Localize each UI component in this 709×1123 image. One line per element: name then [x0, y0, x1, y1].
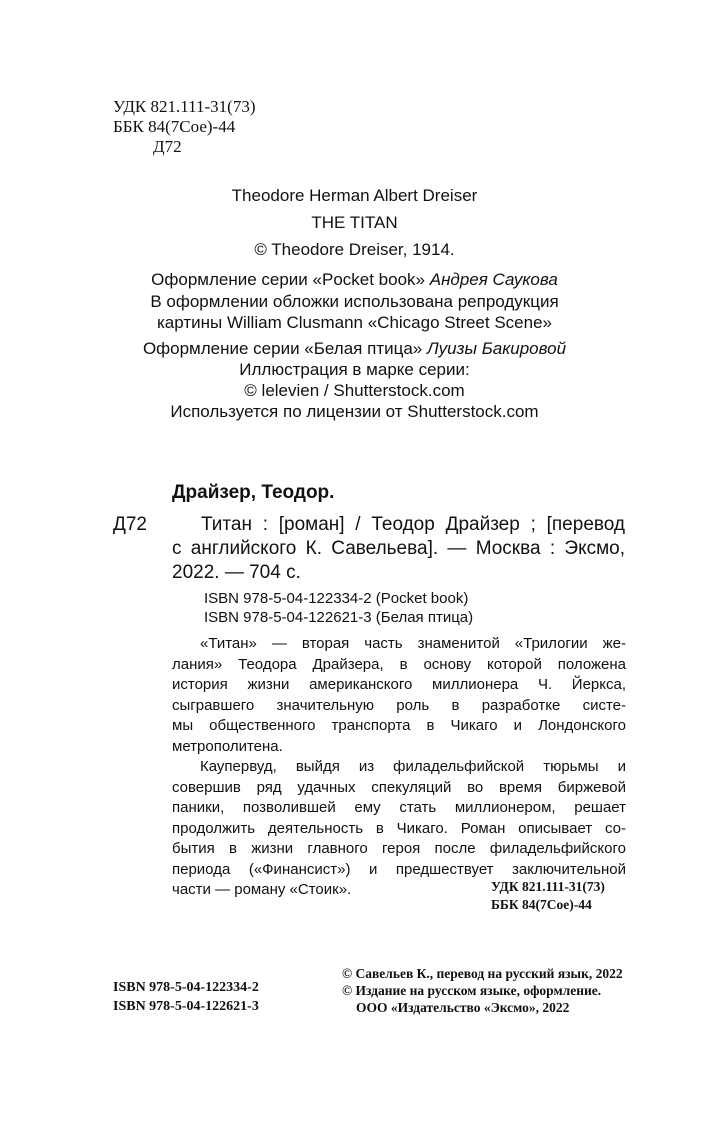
- annotation-p1-line: мы общественного транспорта в Чикаго и Лондонского: [172, 717, 626, 734]
- license-line: Используется по лицензии от Shutterstock.com: [170, 402, 539, 421]
- series-designer-name: Андрея Саукова: [429, 270, 558, 289]
- isbn-block-2: ISBN 978-5-04-122621-3: [113, 999, 259, 1014]
- annotation: [172, 634, 626, 901]
- original-author: Theodore Herman Albert Dreiser: [231, 186, 478, 205]
- bottom-bbk-code: ББК 84(7Сое)-44: [491, 897, 592, 912]
- cover-credit-line-2: картины William Clusmann «Chicago Street Scene»: [157, 313, 552, 332]
- white-bird-design-credit: [0, 339, 709, 359]
- copyright-translation: © Савельев К., перевод на русский язык, 2022: [342, 966, 623, 981]
- udk-code: УДК 821.111-31(73): [113, 97, 256, 116]
- copyright-publisher: ООО «Издательство «Эксмо», 2022: [356, 1000, 570, 1015]
- bib-line-2: с английского К. Савельева]. — Москва : Эксмо,: [172, 538, 625, 559]
- annotation-p1-line: сыгравшего значительную роль в разработке систе-: [172, 696, 626, 714]
- bib-heading: Драйзер, Теодор.: [172, 482, 335, 503]
- bib-line-1: Титан : [роман] / Теодор Драйзер ; [перевод: [201, 514, 625, 535]
- copyright-edition: © Издание на русском языке, оформление.: [342, 983, 602, 998]
- series-design-label: Оформление серии «Pocket book»: [151, 270, 425, 289]
- annotation-p1-line: «Титан» — вторая часть знаменитой «Трилогии же-: [200, 635, 626, 652]
- annotation-p2-line: бытия в жизни главного героя после филадельфийского: [172, 840, 626, 857]
- bib-isbn-1: ISBN 978-5-04-122334-2 (Pocket book): [204, 590, 469, 607]
- isbn-block-1: ISBN 978-5-04-122334-2: [113, 980, 259, 995]
- illustration-credit: © lelevien / Shutterstock.com: [244, 381, 465, 400]
- series-design-credit: [0, 270, 709, 290]
- bib-mark: Д72: [113, 514, 148, 535]
- cover-credit-line-1: В оформлении обложки использована репродукция: [150, 292, 559, 311]
- white-bird-label: Оформление серии «Белая птица»: [142, 339, 423, 358]
- annotation-p2-line: периода («Финансист») и предшествует заключительной: [172, 860, 626, 878]
- annotation-p2-last-line: части — роману «Стоик».: [172, 881, 352, 898]
- annotation-p1-line: история жизни американского миллионера Ч. Йеркса,: [172, 676, 626, 693]
- annotation-p1-line: лания» Теодора Драйзера, в основу которой положена: [172, 655, 626, 673]
- annotation-p2-line: Каупервуд, выйдя из филадельфийской тюрьмы и: [200, 758, 626, 775]
- annotation-p1-last-line: метрополитена.: [172, 737, 283, 755]
- author-mark: Д72: [153, 137, 182, 156]
- bottom-udk-code: УДК 821.111-31(73): [491, 879, 605, 894]
- white-bird-designer-name: Луизы Бакировой: [426, 339, 567, 358]
- original-copyright: © Theodore Dreiser, 1914.: [254, 240, 455, 259]
- bib-isbn-2: ISBN 978-5-04-122621-3 (Белая птица): [204, 609, 474, 626]
- bbk-code: ББК 84(7Сое)-44: [113, 117, 236, 136]
- annotation-p2-line: паники, позволившей ему стать миллионером, решает: [172, 799, 626, 816]
- annotation-p2-line: совершив ряд удачных спекуляций во время биржевой: [172, 778, 626, 796]
- annotation-p2-line: продолжить деятельность в Чикаго. Роман описывает со-: [172, 819, 626, 837]
- illustration-line: Иллюстрация в марке серии:: [239, 360, 470, 379]
- original-title: THE TITAN: [311, 213, 398, 232]
- bib-line-3: 2022. — 704 с.: [172, 562, 301, 583]
